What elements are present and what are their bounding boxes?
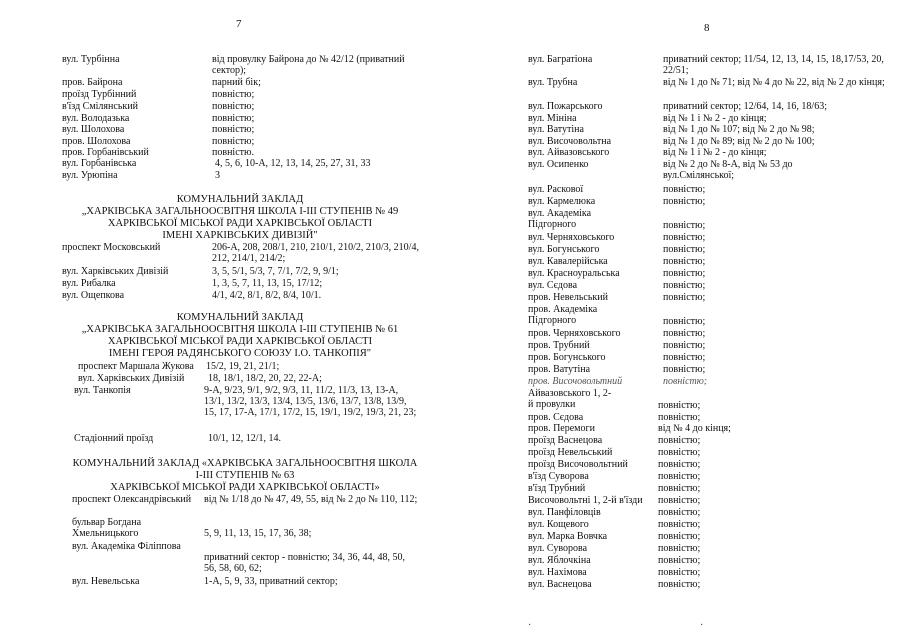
address-row [528, 77, 888, 99]
street-name: вул. Черняховського [528, 232, 615, 243]
school-61-heading [70, 312, 410, 360]
street-range: повністю; [663, 244, 706, 255]
street-name: вул. Горбанівська [62, 158, 137, 169]
street-range: повністю; [658, 435, 701, 446]
street-name: пров. Височовольтний [528, 376, 623, 387]
street-range: від № 2 до № 8-А, від № 53 до вул.Смілянської; [663, 159, 793, 181]
street-range: повністю; [663, 328, 706, 339]
street-name: вул. Осипенко [528, 159, 589, 170]
street-name: пров. Перемоги [528, 423, 595, 434]
heading-line: КОМУНАЛЬНИЙ ЗАКЛАД [176, 312, 304, 323]
street-range: повністю; [658, 495, 701, 506]
heading-line: КОМУНАЛЬНИЙ ЗАКЛАД «ХАРКІВСЬКА ЗАГАЛЬНООСВІТНЯ ШКОЛА [72, 458, 418, 469]
street-name: вул. Шолохова [62, 124, 125, 135]
street-name: вул. Мініна [528, 113, 577, 124]
street-range: повністю; [212, 101, 255, 112]
address-row [528, 304, 888, 326]
street-name: вул. Богунського [528, 244, 600, 255]
street-range: повністю; [658, 459, 701, 470]
heading-line: „ХАРКІВСЬКА ЗАГАЛЬНООСВІТНЯ ШКОЛА І-ІІІ СТУПЕНІВ № 61 [81, 324, 399, 335]
street-range: повністю; [663, 376, 708, 387]
street-name: пров. Сєдова [528, 412, 584, 423]
right-page [450, 0, 901, 638]
street-name: пров. Черняховського [528, 328, 621, 339]
heading-line: І-ІІІ СТУПЕНІВ № 63 [195, 470, 295, 481]
street-name: пров. Академіка Підгорного [528, 304, 598, 326]
street-range: повністю; [658, 567, 701, 578]
street-range: повністю; [663, 232, 706, 243]
street-name: вул. Кощевого [528, 519, 589, 530]
address-row [62, 54, 432, 76]
street-name: вул. Невельська [72, 576, 140, 587]
street-range: повністю; [663, 256, 706, 267]
street-name: в'їзд Смілянський [62, 101, 138, 112]
street-range: повністю; [212, 113, 255, 124]
street-range: від № 1/18 до № 47, 49, 55, від № 2 до № 110, 112; [204, 494, 418, 505]
street-name: пров. Горбанівський [62, 147, 149, 158]
street-range: повністю; [663, 184, 706, 195]
street-name: вул. Суворова [528, 543, 588, 554]
street-name: вул. Марка Вовчка [528, 531, 608, 542]
heading-line: ХАРКІВСЬКОЇ МІСЬКОЇ РАДИ ХАРКІВСЬКОЇ ОБЛАСТІ [107, 336, 373, 347]
street-name: вул. Трубна [528, 77, 578, 88]
heading-line: ІМЕНІ ГЕРОЯ РАДЯНСЬКОГО СОЮЗУ І.О. ТАНКОПІЯ" [108, 348, 372, 359]
street-range: 1-А, 5, 9, 33, приватний сектор; [204, 576, 338, 587]
street-name: пров. Ватутіна [528, 364, 591, 375]
street-name: вул. Ощепкова [62, 290, 125, 301]
street-range: від № 1 до № 89; від № 2 до № 100; [663, 136, 815, 147]
street-range: приватний сектор; 12/64, 14, 16, 18/63; [663, 101, 827, 112]
street-name: вул. Кармелюка [528, 196, 596, 207]
street-range: повністю; [658, 471, 701, 482]
street-range: 4/1, 4/2, 8/1, 8/2, 8/4, 10/1. [212, 290, 322, 301]
street-name: вул. Володазька [62, 113, 130, 124]
address-row [528, 388, 888, 410]
street-range: від № 1 і № 2 - до кінця; [663, 113, 767, 124]
street-name: проїзд Невельський [528, 447, 613, 458]
street-range: від № 1 до № 71; від № 4 до № 22, від № 2 до кінця; [663, 77, 885, 88]
street-name: вул. Айвазовського [528, 147, 610, 158]
heading-line: „ХАРКІВСЬКА ЗАГАЛЬНООСВІТНЯ ШКОЛА І-ІІІ СТУПЕНІВ № 49 [81, 206, 399, 217]
street-name: вул. Кавалерійська [528, 256, 608, 267]
street-range: повністю; [663, 364, 706, 375]
street-range: повністю; [212, 124, 255, 135]
school-49-heading [80, 194, 400, 242]
street-range: 206-А, 208, 208/1, 210, 210/1, 210/2, 210/3, 210/4, 212, 214/1, 214/2; [212, 242, 419, 264]
street-range: повністю; [658, 412, 701, 423]
street-range: від № 1 і № 2 - до кінця; [663, 147, 767, 158]
address-row [528, 54, 888, 76]
street-range: повністю; [663, 316, 706, 327]
street-name: вул. Яблочкіна [528, 555, 591, 566]
street-range: 18, 18/1, 18/2, 20, 22, 22-А; [208, 373, 322, 384]
street-range: повністю; [658, 483, 701, 494]
street-name: пров. Байрона [62, 77, 123, 88]
street-range: повністю; [212, 89, 255, 100]
heading-line: КОМУНАЛЬНИЙ ЗАКЛАД [176, 194, 304, 205]
street-range: 10/1, 12, 12/1, 14. [208, 433, 282, 444]
street-range: від провулку Байрона до № 42/12 (приватний сектор); [212, 54, 405, 76]
street-name: вул. Сєдова [528, 280, 578, 291]
street-range: повністю; [658, 519, 701, 530]
street-name: вул. Харківських Дивізій [78, 373, 185, 384]
street-range: 1, 3, 5, 7, 11, 13, 15, 17/12; [212, 278, 323, 289]
street-name: вул. Раскової [528, 184, 584, 195]
heading-line: ХАРКІВСЬКОЇ МІСЬКОЇ РАДИ ХАРКІВСЬКОЇ ОБЛАСТІ» [110, 482, 380, 493]
street-range: 9-А, 9/23, 9/1, 9/2, 9/3, 11, 11/2, 11/3, 13, 13-А, 13/1, 13/2, 13/3, 13/4, 13/5, 13/6, 13/7, 13/8, 13/9, 15, 17, 17-А, 17/1, 17/2, 15, 19/1, 19/2, 19/3, 21, 23; [204, 385, 417, 418]
street-range: повністю; [658, 400, 701, 411]
street-range: повністю; [658, 507, 701, 518]
street-range: повністю; [663, 292, 706, 303]
street-name: Айвазовського 1, 2-й провулки [528, 388, 612, 410]
address-row [72, 494, 438, 516]
street-range: повністю; [663, 196, 706, 207]
street-name: вул. Академіка Підгорного [528, 208, 592, 230]
street-name: вул. Ватутіна [528, 124, 584, 135]
street-name: проспект Маршала Жукова [78, 361, 194, 372]
street-range: приватний сектор; 11/54, 12, 13, 14, 15, 18,17/53, 20, 22/51; [663, 54, 884, 76]
street-name: пров. Шолохова [62, 136, 131, 147]
street-range: 5, 9, 11, 13, 15, 17, 36, 38; [204, 528, 312, 539]
street-name: пров. Невельський [528, 292, 608, 303]
address-row [74, 385, 438, 430]
street-name: Височовольтні 1, 2-й в'їзди [528, 495, 643, 506]
street-name: проїзд Турбінний [62, 89, 137, 100]
street-range: повністю; [663, 220, 706, 231]
street-range: 15/2, 19, 21, 21/1; [206, 361, 280, 372]
street-range: 3 [215, 170, 220, 181]
street-name: пров. Богунського [528, 352, 606, 363]
street-name: вул. Нахімова [528, 567, 587, 578]
street-name: проїзд Васнецова [528, 435, 603, 446]
address-row [72, 541, 438, 573]
street-range: повністю; [663, 352, 706, 363]
street-range: приватний сектор - повністю; 34, 36, 44, 48, 50, 56, 58, 60, 62; [204, 552, 405, 574]
school-63-heading [60, 458, 430, 494]
street-range: повністю. [212, 147, 254, 158]
street-range: повністю; [663, 280, 706, 291]
address-row [72, 517, 438, 539]
page-number: 8 [704, 22, 710, 34]
street-range: повністю; [663, 268, 706, 279]
street-range: від № 1 до № 107; від № 2 до № 98; [663, 124, 815, 135]
address-row [528, 159, 888, 181]
street-range: повністю; [663, 340, 706, 351]
street-name: вул. Академіка Філіппова [72, 541, 181, 552]
street-name: вул. Танкопія [74, 385, 131, 396]
street-name: вул. Красноуральська [528, 268, 620, 279]
street-name: вул. Височовольтна [528, 136, 612, 147]
street-range: повністю; [658, 531, 701, 542]
street-name: бульвар Богдана Хмельницького [72, 517, 142, 539]
left-page [0, 0, 450, 638]
street-name: в'їзд Трубний [528, 483, 586, 494]
address-row [528, 208, 888, 230]
heading-line: ХАРКІВСЬКОЇ МІСЬКОЇ РАДИ ХАРКІВСЬКОЇ ОБЛАСТІ [107, 218, 373, 229]
street-range: від № 4 до кінця; [658, 423, 731, 434]
heading-line: ІМЕНІ ХАРКІВСЬКИХ ДИВІЗІЙ" [162, 230, 318, 241]
street-range: парний бік; [212, 77, 261, 88]
street-name: проспект Московський [62, 242, 161, 253]
street-range: повністю; [658, 579, 701, 590]
street-range: повністю; [658, 543, 701, 554]
page-number: 7 [236, 18, 242, 30]
street-name: вул. Харківських Дивізій [62, 266, 169, 277]
street-name: вул. Васнецова [528, 579, 592, 590]
street-name: проспект Олександрівський [72, 494, 192, 505]
street-name: проїзд Височовольтний [528, 459, 628, 470]
street-name: в'їзд Суворова [528, 471, 589, 482]
street-name: вул. Турбінна [62, 54, 120, 65]
street-name: вул. Багратіона [528, 54, 593, 65]
scan-speck: · [700, 620, 704, 631]
street-range: повністю; [658, 447, 701, 458]
street-name: вул. Рибалка [62, 278, 116, 289]
street-name: вул. Пожарського [528, 101, 603, 112]
address-row [62, 242, 432, 264]
street-range: повністю; [658, 555, 701, 566]
street-range: 4, 5, 6, 10-А, 12, 13, 14, 25, 27, 31, 33 [215, 158, 371, 169]
scan-speck: · [528, 620, 532, 631]
street-name: вул. Панфіловців [528, 507, 601, 518]
street-range: повністю; [212, 136, 255, 147]
street-name: пров. Трубний [528, 340, 590, 351]
street-name: вул. Урюпіна [62, 170, 118, 181]
street-name: Стадіонний проїзд [74, 433, 154, 444]
street-range: 3, 5, 5/1, 5/3, 7, 7/1, 7/2, 9, 9/1; [212, 266, 339, 277]
